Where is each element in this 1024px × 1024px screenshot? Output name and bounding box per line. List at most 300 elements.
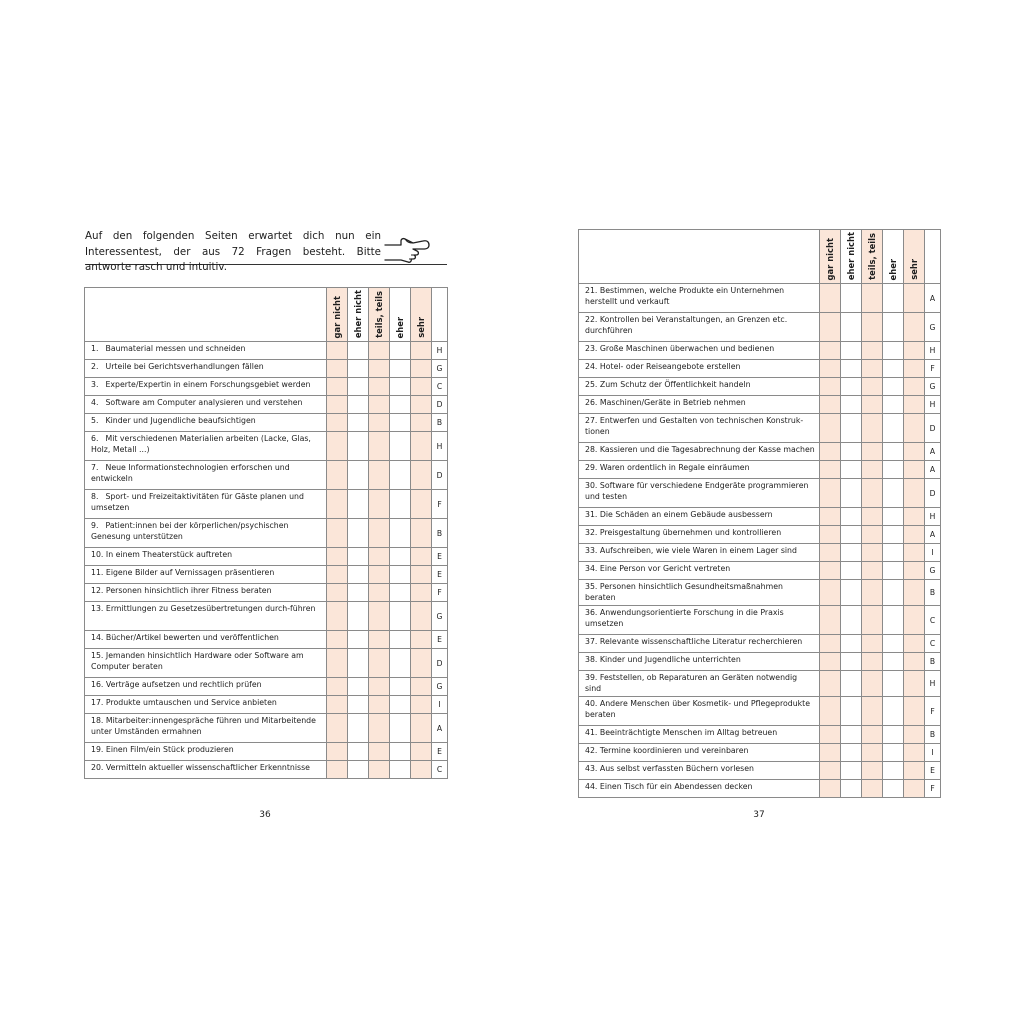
answer-cell-sehr[interactable] xyxy=(411,396,432,414)
question-number: 15. xyxy=(91,651,104,660)
question-text: Andere Menschen über Kosmetik- und Pflegeprodukte beraten xyxy=(585,699,811,719)
question-cell xyxy=(85,649,327,678)
answer-cell-eher-nicht[interactable] xyxy=(348,414,369,432)
answer-cell-eher[interactable] xyxy=(390,649,411,678)
question-cell xyxy=(85,378,327,396)
table-row xyxy=(85,649,448,678)
answer-cell-eher-nicht[interactable] xyxy=(841,360,862,378)
question-cell xyxy=(579,461,820,479)
answer-cell-eher-nicht[interactable] xyxy=(841,580,862,606)
answer-cell-eher-nicht[interactable] xyxy=(841,697,862,726)
answer-cell-gar-nicht[interactable] xyxy=(820,780,841,798)
answer-cell-sehr[interactable] xyxy=(411,743,432,761)
table-row xyxy=(579,461,941,479)
category-header xyxy=(925,230,941,284)
question-cell xyxy=(579,313,820,342)
question-number: 14. xyxy=(91,633,104,642)
answer-cell-teils-teils[interactable] xyxy=(862,762,883,780)
answer-cell-eher[interactable] xyxy=(883,606,904,635)
answer-cell-teils-teils[interactable] xyxy=(369,490,390,519)
answer-cell-teils-teils[interactable] xyxy=(862,697,883,726)
answer-cell-eher[interactable] xyxy=(883,461,904,479)
answer-cell-sehr[interactable] xyxy=(904,284,925,313)
answer-cell-sehr[interactable] xyxy=(904,342,925,360)
answer-cell-sehr[interactable] xyxy=(411,649,432,678)
answer-cell-sehr[interactable] xyxy=(904,526,925,544)
answer-cell-sehr[interactable] xyxy=(411,432,432,461)
question-cell xyxy=(579,378,820,396)
question-text: Mitarbeiter:innengespräche führen und Mitarbeitende unter Umständen ermahnen xyxy=(91,716,316,736)
answer-cell-eher-nicht[interactable] xyxy=(841,378,862,396)
answer-cell-eher[interactable] xyxy=(390,566,411,584)
answer-cell-eher[interactable] xyxy=(390,432,411,461)
answer-cell-sehr[interactable] xyxy=(411,378,432,396)
answer-cell-eher-nicht[interactable] xyxy=(841,726,862,744)
answer-cell-sehr[interactable] xyxy=(904,697,925,726)
question-text: Entwerfen und Gestalten von technischen Konstruk-tionen xyxy=(585,416,804,436)
answer-cell-sehr[interactable] xyxy=(411,461,432,490)
answer-cell-sehr[interactable] xyxy=(411,678,432,696)
table-row xyxy=(85,566,448,584)
answer-cell-teils-teils[interactable] xyxy=(862,313,883,342)
answer-cell-teils-teils[interactable] xyxy=(369,602,390,631)
answer-cell-eher[interactable] xyxy=(883,744,904,762)
answer-cell-eher-nicht[interactable] xyxy=(348,396,369,414)
answer-cell-sehr[interactable] xyxy=(411,490,432,519)
answer-cell-sehr[interactable] xyxy=(411,602,432,631)
answer-cell-gar-nicht[interactable] xyxy=(820,544,841,562)
answer-cell-eher-nicht[interactable] xyxy=(348,584,369,602)
table-row xyxy=(579,762,941,780)
answer-cell-eher-nicht[interactable] xyxy=(348,714,369,743)
answer-cell-eher-nicht[interactable] xyxy=(841,635,862,653)
answer-cell-gar-nicht[interactable] xyxy=(820,653,841,671)
answer-cell-gar-nicht[interactable] xyxy=(820,671,841,697)
table-row xyxy=(579,635,941,653)
answer-cell-sehr[interactable] xyxy=(411,696,432,714)
table-row xyxy=(85,761,448,779)
answer-cell-teils-teils[interactable] xyxy=(862,461,883,479)
table-row xyxy=(85,378,448,396)
table-row xyxy=(579,606,941,635)
question-cell xyxy=(579,744,820,762)
answer-cell-teils-teils[interactable] xyxy=(369,461,390,490)
answer-cell-eher-nicht[interactable] xyxy=(348,360,369,378)
answer-cell-sehr[interactable] xyxy=(904,580,925,606)
answer-cell-sehr[interactable] xyxy=(904,544,925,562)
answer-cell-teils-teils[interactable] xyxy=(369,548,390,566)
answer-cell-teils-teils[interactable] xyxy=(369,649,390,678)
answer-cell-eher[interactable] xyxy=(390,342,411,360)
answer-cell-gar-nicht[interactable] xyxy=(327,743,348,761)
answer-cell-eher[interactable] xyxy=(883,544,904,562)
answer-cell-teils-teils[interactable] xyxy=(862,544,883,562)
question-number: 35. xyxy=(585,582,598,591)
answer-cell-gar-nicht[interactable] xyxy=(327,414,348,432)
answer-cell-eher-nicht[interactable] xyxy=(841,443,862,461)
answer-cell-eher[interactable] xyxy=(390,602,411,631)
answer-cell-gar-nicht[interactable] xyxy=(820,635,841,653)
question-number: 21. xyxy=(585,286,598,295)
answer-cell-eher[interactable] xyxy=(390,548,411,566)
answer-cell-gar-nicht[interactable] xyxy=(327,378,348,396)
answer-cell-eher[interactable] xyxy=(390,378,411,396)
answer-cell-teils-teils[interactable] xyxy=(862,284,883,313)
answer-cell-eher[interactable] xyxy=(390,678,411,696)
answer-cell-eher-nicht[interactable] xyxy=(841,606,862,635)
answer-cell-gar-nicht[interactable] xyxy=(327,396,348,414)
answer-cell-sehr[interactable] xyxy=(904,313,925,342)
answer-cell-sehr[interactable] xyxy=(411,519,432,548)
answer-cell-eher-nicht[interactable] xyxy=(841,526,862,544)
answer-cell-sehr[interactable] xyxy=(411,566,432,584)
answer-cell-eher[interactable] xyxy=(390,519,411,548)
table-row xyxy=(85,743,448,761)
answer-cell-gar-nicht[interactable] xyxy=(327,696,348,714)
answer-cell-gar-nicht[interactable] xyxy=(327,631,348,649)
answer-cell-eher-nicht[interactable] xyxy=(841,414,862,443)
answer-cell-gar-nicht[interactable] xyxy=(820,744,841,762)
answer-cell-eher[interactable] xyxy=(883,479,904,508)
answer-cell-gar-nicht[interactable] xyxy=(820,762,841,780)
answer-cell-gar-nicht[interactable] xyxy=(327,342,348,360)
question-number: 12. xyxy=(91,586,104,595)
answer-cell-teils-teils[interactable] xyxy=(369,714,390,743)
answer-cell-sehr[interactable] xyxy=(411,631,432,649)
answer-cell-teils-teils[interactable] xyxy=(369,584,390,602)
question-cell xyxy=(85,584,327,602)
question-header xyxy=(579,230,820,284)
answer-cell-teils-teils[interactable] xyxy=(862,396,883,414)
answer-cell-eher-nicht[interactable] xyxy=(348,461,369,490)
question-text: Neue Informationstechnologien erforschen und entwickeln xyxy=(91,463,290,483)
answer-cell-eher-nicht[interactable] xyxy=(348,342,369,360)
question-text: Mit verschiedenen Materialien arbeiten (Lacke, Glas, Holz, Metall ...) xyxy=(91,434,311,454)
question-cell xyxy=(579,562,820,580)
answer-cell-teils-teils[interactable] xyxy=(369,342,390,360)
answer-cell-sehr[interactable] xyxy=(411,342,432,360)
answer-cell-gar-nicht[interactable] xyxy=(327,519,348,548)
question-text: Maschinen/Geräte in Betrieb nehmen xyxy=(599,398,746,407)
answer-cell-eher-nicht[interactable] xyxy=(841,671,862,697)
answer-cell-sehr[interactable] xyxy=(904,606,925,635)
answer-cell-eher-nicht[interactable] xyxy=(841,396,862,414)
question-text: Feststellen, ob Reparaturen an Geräten notwendig sind xyxy=(585,673,798,693)
answer-cell-gar-nicht[interactable] xyxy=(820,360,841,378)
question-number: 16. xyxy=(91,680,104,689)
category-letter: G xyxy=(432,602,448,631)
answer-cell-eher[interactable] xyxy=(390,396,411,414)
answer-cell-teils-teils[interactable] xyxy=(862,726,883,744)
answer-cell-eher[interactable] xyxy=(883,313,904,342)
answer-cell-gar-nicht[interactable] xyxy=(327,714,348,743)
answer-cell-sehr[interactable] xyxy=(904,414,925,443)
answer-cell-teils-teils[interactable] xyxy=(862,526,883,544)
answer-cell-sehr[interactable] xyxy=(411,414,432,432)
answer-cell-eher[interactable] xyxy=(883,508,904,526)
answer-cell-eher[interactable] xyxy=(883,562,904,580)
answer-cell-teils-teils[interactable] xyxy=(369,360,390,378)
answer-cell-sehr[interactable] xyxy=(904,635,925,653)
answer-cell-eher[interactable] xyxy=(390,414,411,432)
answer-cell-eher-nicht[interactable] xyxy=(348,649,369,678)
answer-cell-teils-teils[interactable] xyxy=(369,378,390,396)
answer-cell-eher[interactable] xyxy=(883,360,904,378)
answer-cell-eher[interactable] xyxy=(883,284,904,313)
answer-cell-sehr[interactable] xyxy=(904,671,925,697)
answer-cell-eher[interactable] xyxy=(883,726,904,744)
answer-cell-gar-nicht[interactable] xyxy=(820,526,841,544)
answer-cell-eher[interactable] xyxy=(883,762,904,780)
answer-cell-teils-teils[interactable] xyxy=(369,519,390,548)
answer-cell-gar-nicht[interactable] xyxy=(327,761,348,779)
table-row xyxy=(579,414,941,443)
question-cell xyxy=(85,696,327,714)
question-cell xyxy=(85,743,327,761)
answer-cell-gar-nicht[interactable] xyxy=(327,602,348,631)
answer-cell-sehr[interactable] xyxy=(904,378,925,396)
scale-header-sehr: sehr xyxy=(904,230,925,284)
answer-cell-gar-nicht[interactable] xyxy=(820,342,841,360)
answer-cell-gar-nicht[interactable] xyxy=(327,678,348,696)
answer-cell-gar-nicht[interactable] xyxy=(327,432,348,461)
intro-text: Auf den folgenden Seiten erwartet dich nun ein Interessentest, der aus 72 Fragen besteht. Bitte antworte rasch und intuitiv. xyxy=(85,230,381,273)
question-number: 13. xyxy=(91,604,104,613)
answer-cell-gar-nicht[interactable] xyxy=(327,584,348,602)
answer-cell-eher[interactable] xyxy=(390,761,411,779)
answer-cell-sehr[interactable] xyxy=(904,508,925,526)
answer-cell-teils-teils[interactable] xyxy=(862,744,883,762)
scale-header-eher: eher xyxy=(883,230,904,284)
answer-cell-eher-nicht[interactable] xyxy=(348,519,369,548)
answer-cell-eher[interactable] xyxy=(883,653,904,671)
question-number: 28. xyxy=(585,445,598,454)
answer-cell-sehr[interactable] xyxy=(411,360,432,378)
question-number: 34. xyxy=(585,564,598,573)
answer-cell-gar-nicht[interactable] xyxy=(327,490,348,519)
answer-cell-sehr[interactable] xyxy=(411,761,432,779)
answer-cell-teils-teils[interactable] xyxy=(862,508,883,526)
answer-cell-eher[interactable] xyxy=(390,490,411,519)
answer-cell-sehr[interactable] xyxy=(904,780,925,798)
table-row xyxy=(579,313,941,342)
answer-cell-gar-nicht[interactable] xyxy=(820,726,841,744)
table-row xyxy=(85,396,448,414)
category-letter: H xyxy=(925,671,941,697)
answer-cell-eher[interactable] xyxy=(883,780,904,798)
answer-cell-eher-nicht[interactable] xyxy=(841,479,862,508)
answer-cell-gar-nicht[interactable] xyxy=(820,479,841,508)
answer-cell-eher-nicht[interactable] xyxy=(841,342,862,360)
answer-cell-sehr[interactable] xyxy=(411,548,432,566)
answer-cell-teils-teils[interactable] xyxy=(862,360,883,378)
answer-cell-eher-nicht[interactable] xyxy=(348,631,369,649)
answer-cell-sehr[interactable] xyxy=(904,479,925,508)
answer-cell-teils-teils[interactable] xyxy=(369,566,390,584)
question-cell xyxy=(85,519,327,548)
question-cell xyxy=(85,461,327,490)
answer-cell-gar-nicht[interactable] xyxy=(327,649,348,678)
answer-cell-eher-nicht[interactable] xyxy=(348,696,369,714)
question-cell xyxy=(579,635,820,653)
answer-cell-eher[interactable] xyxy=(883,342,904,360)
answer-cell-eher-nicht[interactable] xyxy=(348,378,369,396)
answer-cell-gar-nicht[interactable] xyxy=(820,378,841,396)
answer-cell-teils-teils[interactable] xyxy=(862,414,883,443)
answer-cell-gar-nicht[interactable] xyxy=(327,461,348,490)
answer-cell-teils-teils[interactable] xyxy=(369,761,390,779)
answer-cell-sehr[interactable] xyxy=(904,443,925,461)
category-letter: F xyxy=(925,780,941,798)
category-letter: B xyxy=(925,726,941,744)
answer-cell-gar-nicht[interactable] xyxy=(327,566,348,584)
answer-cell-eher-nicht[interactable] xyxy=(841,461,862,479)
answer-cell-teils-teils[interactable] xyxy=(862,780,883,798)
scale-header-gar-nicht: gar nicht xyxy=(820,230,841,284)
answer-cell-sehr[interactable] xyxy=(904,461,925,479)
answer-cell-sehr[interactable] xyxy=(904,744,925,762)
category-letter: E xyxy=(432,631,448,649)
answer-cell-eher-nicht[interactable] xyxy=(348,548,369,566)
questionnaire-table-left xyxy=(84,287,448,779)
category-letter: F xyxy=(925,360,941,378)
answer-cell-eher[interactable] xyxy=(883,396,904,414)
answer-cell-eher-nicht[interactable] xyxy=(348,743,369,761)
answer-cell-teils-teils[interactable] xyxy=(369,396,390,414)
answer-cell-gar-nicht[interactable] xyxy=(820,508,841,526)
answer-cell-gar-nicht[interactable] xyxy=(820,284,841,313)
answer-cell-eher[interactable] xyxy=(390,714,411,743)
answer-cell-eher[interactable] xyxy=(883,414,904,443)
answer-cell-eher[interactable] xyxy=(390,360,411,378)
answer-cell-sehr[interactable] xyxy=(904,360,925,378)
question-number: 9. xyxy=(91,521,99,530)
answer-cell-gar-nicht[interactable] xyxy=(820,396,841,414)
answer-cell-sehr[interactable] xyxy=(411,584,432,602)
answer-cell-sehr[interactable] xyxy=(904,562,925,580)
answer-cell-eher[interactable] xyxy=(390,743,411,761)
question-number: 40. xyxy=(585,699,598,708)
table-row xyxy=(579,744,941,762)
answer-cell-gar-nicht[interactable] xyxy=(820,461,841,479)
answer-cell-eher-nicht[interactable] xyxy=(348,678,369,696)
answer-cell-eher-nicht[interactable] xyxy=(841,780,862,798)
answer-cell-teils-teils[interactable] xyxy=(862,378,883,396)
answer-cell-teils-teils[interactable] xyxy=(862,671,883,697)
answer-cell-eher[interactable] xyxy=(883,526,904,544)
question-number: 18. xyxy=(91,716,104,725)
answer-cell-eher[interactable] xyxy=(883,580,904,606)
answer-cell-eher[interactable] xyxy=(883,671,904,697)
answer-cell-sehr[interactable] xyxy=(904,653,925,671)
answer-cell-eher[interactable] xyxy=(390,584,411,602)
answer-cell-eher-nicht[interactable] xyxy=(841,508,862,526)
answer-cell-teils-teils[interactable] xyxy=(369,678,390,696)
answer-cell-gar-nicht[interactable] xyxy=(327,360,348,378)
answer-cell-teils-teils[interactable] xyxy=(862,342,883,360)
answer-cell-eher-nicht[interactable] xyxy=(348,602,369,631)
answer-cell-eher-nicht[interactable] xyxy=(841,762,862,780)
answer-cell-eher-nicht[interactable] xyxy=(841,653,862,671)
answer-cell-teils-teils[interactable] xyxy=(369,743,390,761)
answer-cell-gar-nicht[interactable] xyxy=(820,443,841,461)
answer-cell-gar-nicht[interactable] xyxy=(820,562,841,580)
answer-cell-sehr[interactable] xyxy=(411,714,432,743)
answer-cell-gar-nicht[interactable] xyxy=(820,313,841,342)
question-number: 3. xyxy=(91,380,99,389)
table-row xyxy=(579,671,941,697)
answer-cell-gar-nicht[interactable] xyxy=(820,697,841,726)
answer-cell-eher[interactable] xyxy=(883,697,904,726)
answer-cell-teils-teils[interactable] xyxy=(369,631,390,649)
answer-cell-teils-teils[interactable] xyxy=(862,562,883,580)
question-cell xyxy=(85,714,327,743)
answer-cell-eher-nicht[interactable] xyxy=(841,544,862,562)
answer-cell-teils-teils[interactable] xyxy=(862,653,883,671)
answer-cell-eher-nicht[interactable] xyxy=(348,432,369,461)
category-letter: D xyxy=(925,414,941,443)
answer-cell-gar-nicht[interactable] xyxy=(327,548,348,566)
answer-cell-eher-nicht[interactable] xyxy=(841,744,862,762)
question-number: 29. xyxy=(585,463,598,472)
answer-cell-eher[interactable] xyxy=(883,443,904,461)
answer-cell-eher-nicht[interactable] xyxy=(348,761,369,779)
question-cell xyxy=(85,414,327,432)
question-cell xyxy=(85,602,327,631)
page-number-left: 36 xyxy=(259,810,271,820)
answer-cell-gar-nicht[interactable] xyxy=(820,580,841,606)
answer-cell-teils-teils[interactable] xyxy=(369,432,390,461)
question-number: 31. xyxy=(585,510,598,519)
answer-cell-sehr[interactable] xyxy=(904,762,925,780)
answer-cell-teils-teils[interactable] xyxy=(862,479,883,508)
question-cell xyxy=(579,414,820,443)
question-text: Software für verschiedene Endgeräte programmieren und testen xyxy=(585,481,809,501)
answer-cell-teils-teils[interactable] xyxy=(369,414,390,432)
question-cell xyxy=(579,580,820,606)
answer-cell-eher-nicht[interactable] xyxy=(841,562,862,580)
answer-cell-eher[interactable] xyxy=(883,635,904,653)
table-row xyxy=(85,602,448,631)
answer-cell-sehr[interactable] xyxy=(904,726,925,744)
answer-cell-gar-nicht[interactable] xyxy=(820,414,841,443)
category-letter: I xyxy=(432,696,448,714)
scale-header-teils-teils: teils, teils xyxy=(369,288,390,342)
answer-cell-eher-nicht[interactable] xyxy=(348,490,369,519)
answer-cell-gar-nicht[interactable] xyxy=(820,606,841,635)
answer-cell-eher[interactable] xyxy=(390,461,411,490)
answer-cell-eher-nicht[interactable] xyxy=(841,313,862,342)
table-row xyxy=(579,342,941,360)
answer-cell-teils-teils[interactable] xyxy=(862,606,883,635)
answer-cell-teils-teils[interactable] xyxy=(369,696,390,714)
answer-cell-eher[interactable] xyxy=(390,696,411,714)
table-row xyxy=(579,697,941,726)
answer-cell-eher-nicht[interactable] xyxy=(841,284,862,313)
question-number: 24. xyxy=(585,362,598,371)
question-text: Kassieren und die Tagesabrechnung der Kasse machen xyxy=(599,445,815,454)
answer-cell-eher-nicht[interactable] xyxy=(348,566,369,584)
answer-cell-teils-teils[interactable] xyxy=(862,580,883,606)
answer-cell-teils-teils[interactable] xyxy=(862,635,883,653)
answer-cell-sehr[interactable] xyxy=(904,396,925,414)
question-text: Relevante wissenschaftliche Literatur recherchieren xyxy=(599,637,803,646)
question-number: 5. xyxy=(91,416,99,425)
category-letter: A xyxy=(925,443,941,461)
answer-cell-eher[interactable] xyxy=(390,631,411,649)
answer-cell-teils-teils[interactable] xyxy=(862,443,883,461)
answer-cell-eher[interactable] xyxy=(883,378,904,396)
